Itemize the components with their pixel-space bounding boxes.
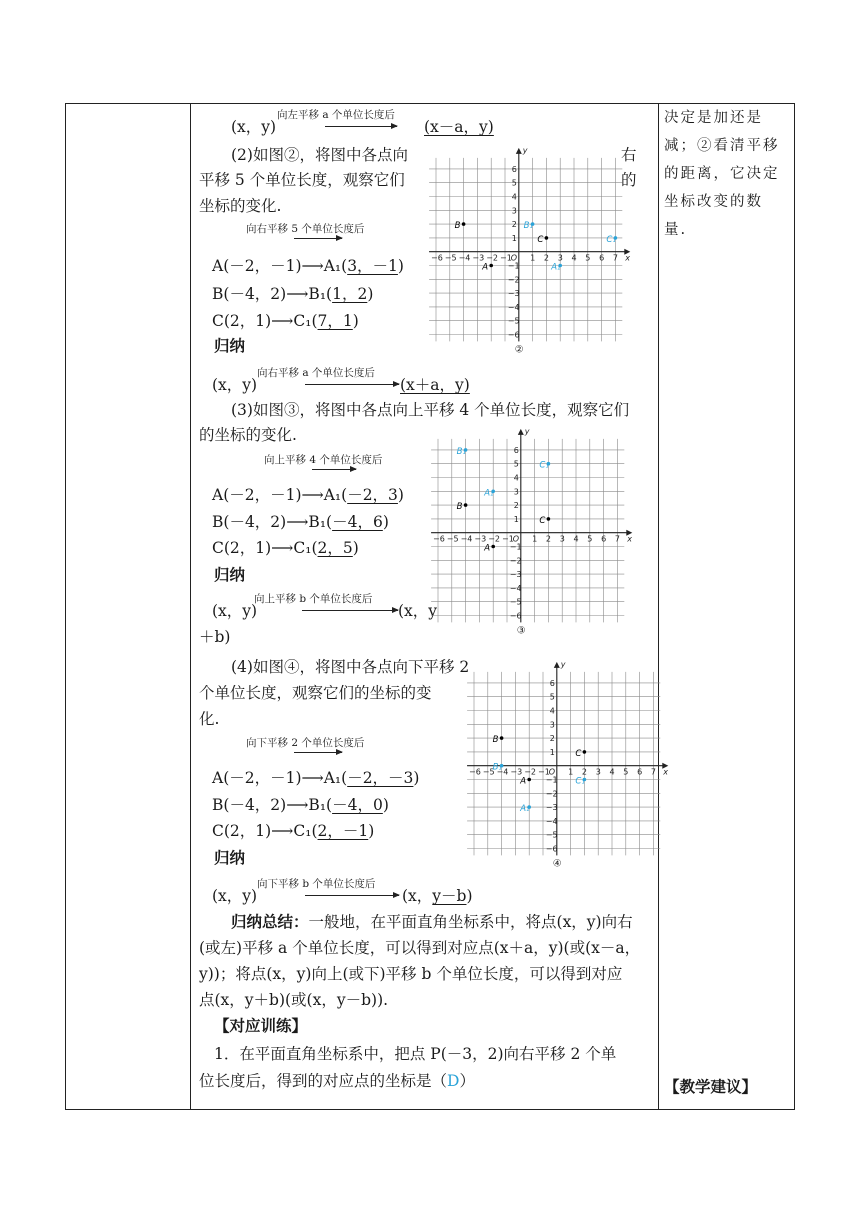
point-B <box>462 222 466 226</box>
sidebar-line: 的距离，它决定 <box>664 166 780 182</box>
y-tick-label: −4 <box>507 302 520 312</box>
y-axis-label: y <box>560 659 566 669</box>
x-axis-label: x <box>663 767 669 777</box>
arrow-line <box>294 238 342 239</box>
part2-row-c: C(2，1)⟶C₁(7，1) <box>212 312 359 330</box>
point-label: A₁ <box>551 262 561 273</box>
x-tick-label: −3 <box>472 253 485 263</box>
x-tick-label: 4 <box>609 767 615 777</box>
column-divider-1 <box>190 104 191 1109</box>
origin-label: O <box>512 534 520 544</box>
part4-row-c: C(2，1)⟶C₁(2，－1) <box>212 822 375 840</box>
point-label: B <box>492 735 499 746</box>
x-tick-label: 2 <box>581 767 587 777</box>
part4-arrow <box>246 735 406 757</box>
figure-number: ④ <box>552 858 562 870</box>
x-tick-label: −5 <box>482 767 495 777</box>
part3-intro-line1: (3)如图③，将图中各点向上平移 4 个单位长度，观察它们 <box>231 401 630 419</box>
x-tick-label: 1 <box>568 767 574 777</box>
arrow-line <box>294 752 342 753</box>
y-axis-label: y <box>522 145 528 155</box>
point-label: A <box>482 262 489 273</box>
x-tick-label: 5 <box>587 534 593 544</box>
point-label: A₁ <box>484 488 494 499</box>
sidebar-notes <box>664 104 788 244</box>
point-label: B <box>456 502 463 513</box>
point-label: C <box>539 515 546 526</box>
conclusion-line2: (或左)平移 a 个单位长度，可以得到对应点(x＋a，y)(或(x－a， <box>199 939 641 957</box>
y-tick-label: −1 <box>507 261 520 271</box>
point-label: B₁ <box>492 762 502 773</box>
coordinate-figure-4 <box>468 659 669 870</box>
x-tick-label: −1 <box>538 767 550 777</box>
arrow-line <box>302 610 398 611</box>
x-tick-label: 2 <box>543 253 549 263</box>
part4-summary-label: 归纳 <box>214 848 246 867</box>
x-tick-label: −3 <box>474 534 487 544</box>
part2-intro-line2: 平移 5 个单位长度，观察它们 <box>199 171 405 189</box>
coordinate-figure-2 <box>430 145 631 356</box>
arrow-label: 向上平移 b 个单位长度后 <box>254 593 373 605</box>
part2-rule-result: (x＋a，y) <box>400 376 470 394</box>
arrow-line <box>312 469 356 470</box>
x-tick-label: 3 <box>557 253 563 263</box>
y-tick-label: −6 <box>507 330 520 340</box>
y-tick-label: 6 <box>513 445 519 455</box>
part2-row-b: B(－4，2)⟶B₁(1，2) <box>212 285 374 303</box>
origin-label: O <box>510 253 518 263</box>
part3-rule-arrow <box>254 591 404 613</box>
y-tick-label: −3 <box>507 289 520 299</box>
y-tick-label: −5 <box>507 316 520 326</box>
x-tick-label: −4 <box>496 767 509 777</box>
arrow-line <box>325 126 397 127</box>
x-tick-label: −1 <box>502 534 514 544</box>
y-tick-label: 2 <box>513 501 519 511</box>
y-tick-label: 4 <box>513 473 519 483</box>
part2-intro-right1: 右 <box>621 146 637 164</box>
y-tick-label: −2 <box>507 275 520 285</box>
y-tick-label: 3 <box>511 206 517 216</box>
conclusion-line1: 归纳总结：一般地，在平面直角坐标系中，将点(x，y)向右 <box>231 912 633 931</box>
point-label: B₁ <box>456 446 466 457</box>
sidebar-line: 决定是加还是 <box>664 110 763 126</box>
part3-row-b: B(－4，2)⟶B₁(－4，6) <box>212 513 389 531</box>
arrow-label: 向下平移 2 个单位长度后 <box>246 737 365 749</box>
point-C <box>583 750 587 754</box>
part4-row-a: A(－2，－1)⟶A₁(－2，－3) <box>212 769 420 787</box>
y-tick-label: 5 <box>511 178 517 188</box>
x-tick-label: 4 <box>573 534 579 544</box>
y-tick-label: −3 <box>509 570 522 580</box>
origin-label: O <box>548 767 556 777</box>
part2-intro-line1: (2)如图②，将图中各点向 <box>231 146 408 164</box>
x-tick-label: −5 <box>444 253 457 263</box>
y-tick-label: −1 <box>509 542 522 552</box>
x-tick-label: 5 <box>585 253 591 263</box>
practice-q1-line1: 1．在平面直角坐标系中，把点 P(－3，2)向右平移 2 个单 <box>214 1045 617 1063</box>
part2-rule-prefix: (x，y) <box>212 376 258 394</box>
y-tick-label: 1 <box>511 233 517 243</box>
arrow-label: 向左平移 a 个单位长度后 <box>277 109 395 121</box>
x-tick-label: −4 <box>458 253 471 263</box>
practice-heading: 【对应训练】 <box>214 1016 308 1035</box>
x-axis-label: x <box>627 534 633 544</box>
y-tick-label: −2 <box>545 789 558 799</box>
x-tick-label: −4 <box>460 534 473 544</box>
x-tick-label: 1 <box>532 534 538 544</box>
y-tick-label: 5 <box>549 692 555 702</box>
arrow-line <box>305 895 399 896</box>
figure-number: ② <box>514 344 524 356</box>
x-tick-label: 2 <box>545 534 551 544</box>
point-label: C <box>575 748 582 759</box>
y-tick-label: −5 <box>509 597 522 607</box>
x-tick-label: −6 <box>433 534 445 544</box>
y-tick-label: −6 <box>509 611 522 621</box>
arrow-line <box>305 384 399 385</box>
x-tick-label: 3 <box>595 767 601 777</box>
part4-rule-arrow <box>257 876 407 898</box>
part3-rule-result-cont: ＋b) <box>199 628 231 646</box>
y-tick-label: 6 <box>549 678 555 688</box>
point-C <box>547 517 551 521</box>
point-label: A <box>484 543 491 554</box>
x-tick-label: −6 <box>469 767 481 777</box>
x-tick-label: 7 <box>650 767 656 777</box>
y-tick-label: 6 <box>511 164 517 174</box>
x-tick-label: 7 <box>614 534 620 544</box>
x-tick-label: 5 <box>623 767 629 777</box>
y-tick-label: 2 <box>511 220 517 230</box>
part3-row-c: C(2，1)⟶C₁(2，5) <box>212 539 359 557</box>
x-tick-label: −2 <box>488 534 500 544</box>
x-tick-label: 6 <box>601 534 607 544</box>
y-tick-label: −4 <box>545 816 558 826</box>
part4-intro-line3: 化. <box>199 710 220 728</box>
part3-rule-result: (x，y <box>398 602 438 620</box>
point-B <box>500 736 504 740</box>
y-tick-label: 1 <box>513 514 519 524</box>
x-tick-label: 3 <box>559 534 565 544</box>
y-axis-label: y <box>524 426 530 436</box>
answer: (x－a，y) <box>424 118 494 136</box>
x-tick-label: 6 <box>599 253 605 263</box>
x-tick-label: −2 <box>486 253 498 263</box>
sidebar-line: 坐标改变的数 <box>664 194 763 210</box>
sidebar-line: 量. <box>664 222 688 238</box>
y-tick-label: 3 <box>549 720 555 730</box>
x-tick-label: −6 <box>431 253 443 263</box>
figure-number: ③ <box>516 625 526 637</box>
x-tick-label: −5 <box>446 534 459 544</box>
x-tick-label: 7 <box>612 253 618 263</box>
x-axis-label: x <box>625 253 631 263</box>
point-A <box>527 778 531 782</box>
arrow-label: 向下平移 b 个单位长度后 <box>257 878 376 890</box>
point-A <box>491 545 495 549</box>
part2-row-a: A(－2，－1)⟶A₁(3，－1) <box>212 257 404 275</box>
y-tick-label: 3 <box>513 487 519 497</box>
point-label: B₁ <box>523 221 533 232</box>
point-label: C₁ <box>606 234 616 245</box>
part2-rule-arrow <box>257 365 407 387</box>
point-label: C <box>537 234 544 245</box>
point-C <box>545 236 549 240</box>
part2-intro-line3: 坐标的变化. <box>199 197 282 215</box>
part3-rule-prefix: (x，y) <box>212 602 258 620</box>
y-tick-label: 2 <box>549 734 555 744</box>
part3-summary-label: 归纳 <box>214 565 246 584</box>
point-label: C₁ <box>575 776 585 787</box>
x-tick-label: −1 <box>500 253 512 263</box>
y-tick-label: 4 <box>511 192 517 202</box>
point-label: A₁ <box>520 804 530 815</box>
arrow-label: 向右平移 a 个单位长度后 <box>257 367 375 379</box>
point-label: C₁ <box>539 460 549 471</box>
x-tick-label: −2 <box>524 767 536 777</box>
x-tick-label: −3 <box>510 767 523 777</box>
x-tick-label: 1 <box>530 253 536 263</box>
part4-intro-line2: 个单位长度，观察它们的坐标的变 <box>199 684 432 702</box>
y-tick-label: −1 <box>545 775 558 785</box>
coordinate-figure-3 <box>432 426 633 637</box>
x-tick-label: 6 <box>637 767 643 777</box>
y-tick-label: −5 <box>545 830 558 840</box>
arrow-label: 向右平移 5 个单位长度后 <box>246 223 365 235</box>
left-rule-result <box>424 117 494 137</box>
part2-arrow <box>246 221 406 243</box>
x-tick-label: 4 <box>571 253 577 263</box>
y-tick-label: −2 <box>509 556 522 566</box>
left-rule-prefix: (x，y) <box>231 118 277 136</box>
sidebar-line: 减；②看清平移 <box>664 138 780 154</box>
part2-intro-right2: 的 <box>621 171 637 189</box>
part4-row-b: B(－4，2)⟶B₁(－4，0) <box>212 796 389 814</box>
conclusion-line3: y))；将点(x，y)向上(或下)平移 b 个单位长度，可以得到对应 <box>199 965 623 983</box>
practice-q1-line2: 位长度后，得到的对应点的坐标是（D） <box>199 1072 475 1090</box>
y-tick-label: −3 <box>545 803 558 813</box>
part4-rule-result: (x，y－b) <box>402 887 473 905</box>
part2-summary-label: 归纳 <box>214 336 246 355</box>
point-label: B <box>454 221 461 232</box>
part4-rule-prefix: (x，y) <box>212 887 258 905</box>
arrow-label: 向上平移 4 个单位长度后 <box>264 454 383 466</box>
part3-row-a: A(－2，－1)⟶A₁(－2，3) <box>212 486 404 504</box>
y-tick-label: 5 <box>513 459 519 469</box>
teaching-tip-label: 【教学建议】 <box>664 1077 758 1096</box>
y-tick-label: 1 <box>549 747 555 757</box>
part3-intro-line2: 的坐标的变化. <box>199 426 297 444</box>
y-tick-label: −4 <box>509 583 522 593</box>
part3-arrow <box>264 452 424 474</box>
left-rule-arrow <box>277 107 427 129</box>
conclusion-line4: 点(x，y＋b)(或(x，y－b)). <box>199 991 389 1009</box>
point-label: A <box>520 776 527 787</box>
y-tick-label: −6 <box>545 844 558 854</box>
column-divider-2 <box>658 104 659 1109</box>
part4-intro-line1: (4)如图④，将图中各点向下平移 2 <box>231 658 470 676</box>
point-B <box>464 503 468 507</box>
point-A <box>489 264 493 268</box>
y-tick-label: 4 <box>549 706 555 716</box>
